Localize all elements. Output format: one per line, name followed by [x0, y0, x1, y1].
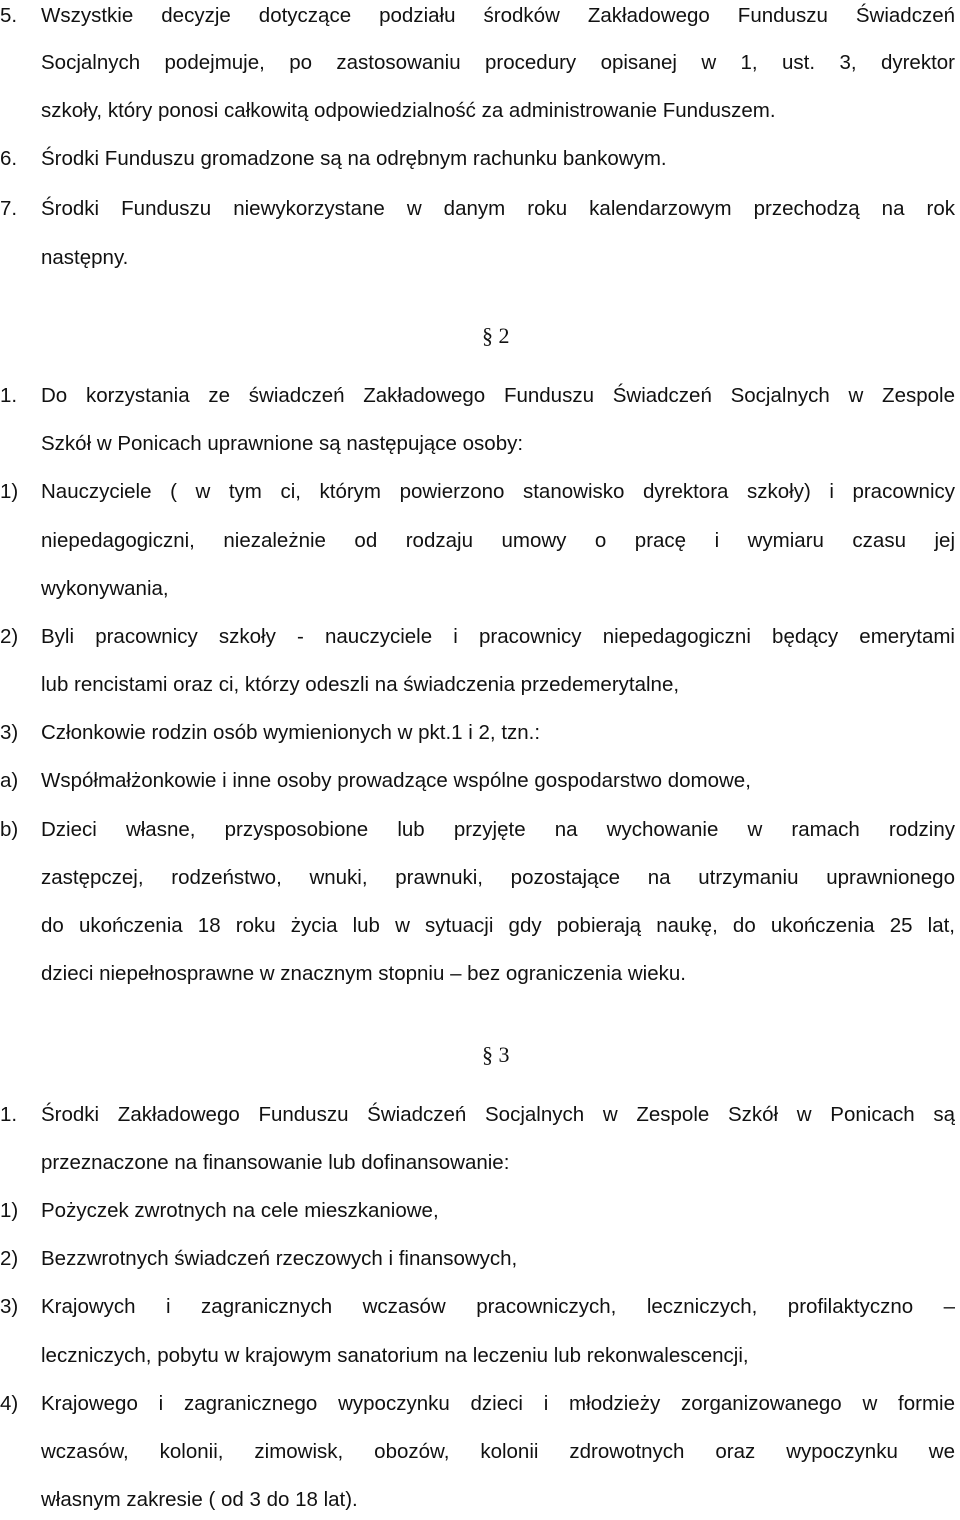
- list-text-line: Krajowych i zagranicznych wczasów pracowniczych, leczniczych, profilaktyczno –: [41, 1295, 955, 1318]
- section-3-intro: [0, 1095, 960, 1135]
- list-item-7-line-2: [0, 238, 960, 278]
- list-number: 7.: [0, 197, 18, 220]
- section-2-item-b-line-3: [0, 906, 960, 946]
- list-item-7: [0, 189, 960, 229]
- list-text-line: niepedagogiczni, niezależnie od rodzaju umowy o pracę i wymiaru czasu jej: [41, 529, 955, 552]
- list-text-line: Współmałżonkowie i inne osoby prowadzące wspólne gospodarstwo domowe,: [41, 769, 751, 792]
- list-text-line: Socjalnych podejmuje, po zastosowaniu procedury opisanej w 1, ust. 3, dyrektor: [41, 51, 955, 74]
- list-text-line: przeznaczone na finansowanie lub dofinansowanie:: [41, 1151, 510, 1174]
- section-2-intro-line-2: [0, 424, 960, 464]
- list-number: 1): [0, 480, 19, 503]
- list-text-line: Środki Funduszu gromadzone są na odrębnym rachunku bankowym.: [41, 147, 667, 170]
- section-3-item-3-line-2: [0, 1336, 960, 1376]
- list-text-line: Pożyczek zwrotnych na cele mieszkaniowe,: [41, 1199, 439, 1222]
- list-text-line: Dzieci własne, przysposobione lub przyjęte na wychowanie w ramach rodziny: [41, 818, 955, 841]
- section-3-item-4-line-2: [0, 1432, 960, 1472]
- list-number: 1.: [0, 384, 18, 407]
- list-text-line: Szkół w Ponicach uprawnione są następujące osoby:: [41, 432, 524, 455]
- list-text-line: Wszystkie decyzje dotyczące podziału środków Zakładowego Funduszu Świadczeń: [41, 4, 955, 27]
- section-3-heading: § 3: [482, 1042, 510, 1067]
- list-text-line: następny.: [41, 246, 129, 269]
- section-3-item-3: [0, 1287, 960, 1327]
- list-number: 1): [0, 1199, 19, 1222]
- section-2-item-3: [0, 713, 960, 753]
- list-text-line: wczasów, kolonii, zimowisk, obozów, kolonii zdrowotnych oraz wypoczynku we: [41, 1440, 955, 1463]
- list-text-line: Byli pracownicy szkoły - nauczyciele i pracownicy niepedagogiczni będący emerytami: [41, 625, 955, 648]
- list-text-line: wykonywania,: [41, 577, 169, 600]
- section-3-item-4-line-3: [0, 1480, 960, 1520]
- list-item-5: [0, 0, 960, 36]
- list-text-line: Bezzwrotnych świadczeń rzeczowych i finansowych,: [41, 1247, 518, 1270]
- section-3-item-2: [0, 1239, 960, 1279]
- list-number: b): [0, 818, 19, 841]
- section-2-item-a: [0, 761, 960, 801]
- section-2-item-1-line-3: [0, 569, 960, 609]
- section-2-item-b-line-4: [0, 954, 960, 994]
- section-2-intro: [0, 376, 960, 416]
- list-text-line: szkoły, który ponosi całkowitą odpowiedzialność za administrowanie Funduszem.: [41, 99, 776, 122]
- section-2-item-2: [0, 617, 960, 657]
- list-text-line: Członkowie rodzin osób wymienionych w pkt.1 i 2, tzn.:: [41, 721, 541, 744]
- list-number: 1.: [0, 1103, 18, 1126]
- list-text-line: lub rencistami oraz ci, którzy odeszli na świadczenia przedemerytalne,: [41, 673, 680, 696]
- list-number: 3): [0, 721, 19, 744]
- list-number: 2): [0, 1247, 19, 1270]
- section-3-intro-line-2: [0, 1143, 960, 1183]
- list-text-line: do ukończenia 18 roku życia lub w sytuacji gdy pobierają naukę, do ukończenia 25 lat,: [41, 914, 955, 937]
- section-3-item-1: [0, 1191, 960, 1231]
- list-number: 5.: [0, 4, 18, 27]
- list-text-line: Nauczyciele ( w tym ci, którym powierzono stanowisko dyrektora szkoły) i pracownicy: [41, 480, 955, 503]
- section-3-item-4: [0, 1384, 960, 1424]
- list-text-line: leczniczych, pobytu w krajowym sanatorium na leczeniu lub rekonwalescencji,: [41, 1344, 749, 1367]
- list-text-line: Do korzystania ze świadczeń Zakładowego Funduszu Świadczeń Socjalnych w Zespole: [41, 384, 955, 407]
- section-2-heading: § 2: [482, 323, 510, 348]
- list-number: 6.: [0, 147, 18, 170]
- section-2-item-2-line-2: [0, 665, 960, 705]
- list-text-line: własnym zakresie ( od 3 do 18 lat).: [41, 1488, 358, 1511]
- list-item-5-line-2: [0, 43, 960, 83]
- list-text-line: Krajowego i zagranicznego wypoczynku dzieci i młodzieży zorganizowanego w formie: [41, 1392, 955, 1415]
- section-2-item-b-line-2: [0, 858, 960, 898]
- list-text-line: dzieci niepełnosprawne w znacznym stopniu – bez ograniczenia wieku.: [41, 962, 686, 985]
- list-item-5-line-3: [0, 91, 960, 131]
- list-item-6: [0, 139, 960, 179]
- section-2-item-1-line-2: [0, 521, 960, 561]
- list-text-line: Środki Funduszu niewykorzystane w danym roku kalendarzowym przechodzą na rok: [41, 197, 955, 220]
- list-text-line: zastępczej, rodzeństwo, wnuki, prawnuki, pozostające na utrzymaniu uprawnionego: [41, 866, 955, 889]
- list-number: 2): [0, 625, 19, 648]
- list-number: 4): [0, 1392, 19, 1415]
- section-2-item-1: [0, 472, 960, 512]
- section-2-item-b: [0, 810, 960, 850]
- list-number: a): [0, 769, 19, 792]
- list-text-line: Środki Zakładowego Funduszu Świadczeń Socjalnych w Zespole Szkół w Ponicach są: [41, 1103, 955, 1126]
- list-number: 3): [0, 1295, 19, 1318]
